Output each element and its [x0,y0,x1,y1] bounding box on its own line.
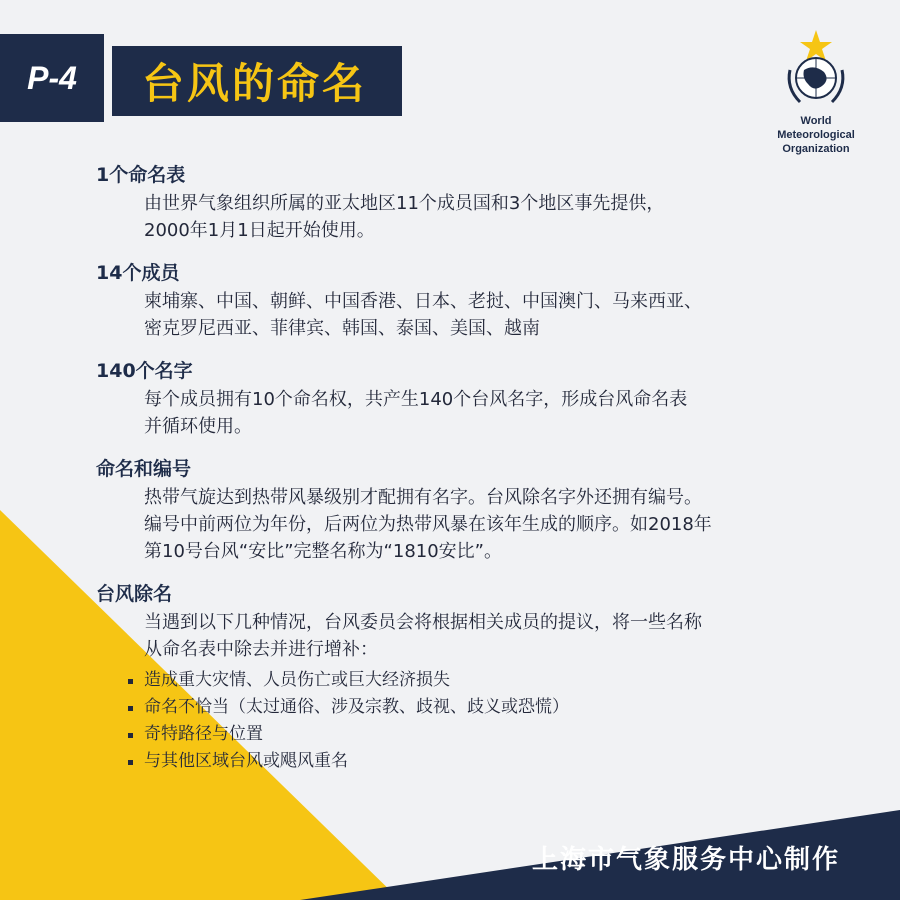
section-names [96,356,856,440]
section-text-line: 柬埔寨、中国、朝鲜、中国香港、日本、老挝、中国澳门、马来西亚、 [144,291,702,312]
retirement-criteria-list [96,667,856,775]
section-text-line: 由世界气象组织所属的亚太地区11个成员国和3个地区事先提供， [144,193,665,214]
section-text-line: 2000年1月1日起开始使用。 [144,220,375,241]
section-naming-table [96,160,856,244]
section-text-line: 热带气旋达到热带风暴级别才配拥有名字。台风除名字外还拥有编号。 [144,487,702,508]
section-text-line: 编号中前两位为年份，后两位为热带风暴在该年生成的顺序。如2018年 [144,514,712,535]
wmo-emblem-icon [776,30,856,110]
page-title: 台风的命名 [112,46,402,116]
footer-credit: 上海市气象服务中心制作 [531,845,840,875]
section-text-line: 当遇到以下几种情况，台风委员会将根据相关成员的提议，将一些名称 [144,612,702,633]
section-title: 台风除名 [96,583,173,605]
section-title: 1个命名表 [96,164,186,186]
section-retirement [96,579,856,775]
list-item: 与其他区域台风或飓风重名 [128,748,856,775]
section-text-line: 从命名表中除去并进行增补： [144,639,378,660]
section-title: 140个名字 [96,360,193,382]
page-number-tag: P-4 [0,34,104,122]
main-content [96,160,856,789]
list-item: 造成重大灾情、人员伤亡或巨大经济损失 [128,667,856,694]
section-text-line: 并循环使用。 [144,416,252,437]
section-members [96,258,856,342]
logo-text-line2: Meteorological [777,129,855,141]
wmo-logo [766,30,866,156]
section-text-line: 每个成员拥有10个命名权，共产生140个台风名字，形成台风命名表 [144,389,688,410]
section-numbering [96,454,856,565]
section-title: 14个成员 [96,262,180,284]
logo-text-line1: World [800,115,832,127]
section-text-line: 第10号台风“安比”完整名称为“1810安比”。 [144,541,503,562]
section-title: 命名和编号 [96,458,192,480]
list-item: 奇特路径与位置 [128,721,856,748]
section-text-line: 密克罗尼西亚、菲律宾、韩国、泰国、美国、越南 [144,318,540,339]
list-item: 命名不恰当（太过通俗、涉及宗教、歧视、歧义或恐慌） [128,694,856,721]
logo-text-line3: Organization [782,143,850,155]
